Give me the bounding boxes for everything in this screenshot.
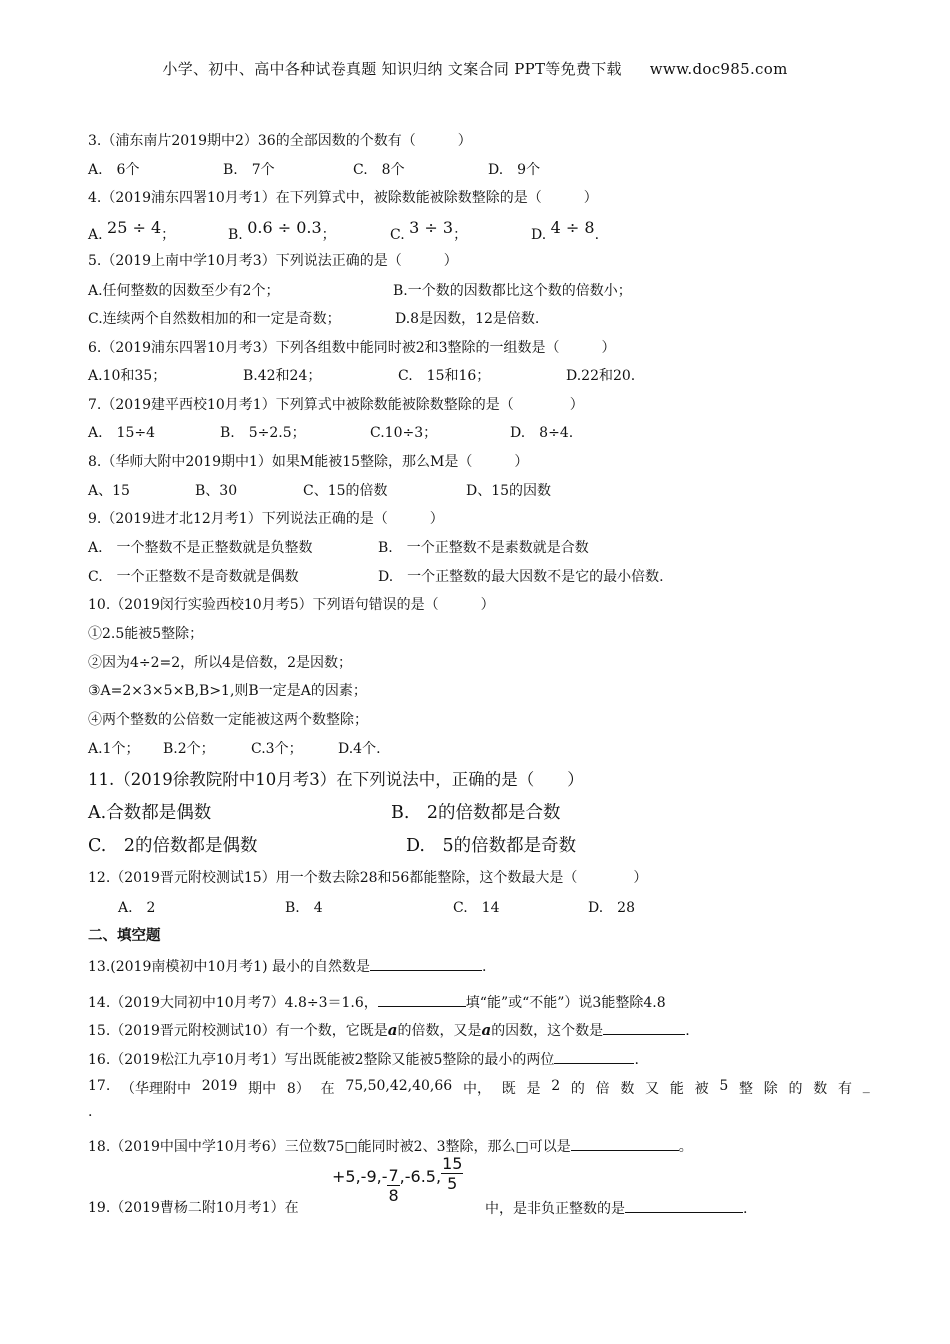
q12-option-d: D. 28 bbox=[588, 900, 635, 916]
q3-option-b: B. 7个 bbox=[223, 162, 275, 178]
q10-option-c: C.3个； bbox=[251, 741, 303, 757]
q5-option-b: B.一个数的因数都比这个数的倍数小； bbox=[393, 283, 632, 299]
q13: 13.(2019南模初中10月考1) 最小的自然数是 . bbox=[88, 956, 486, 977]
q9-option-c: C. 一个正整数不是奇数就是偶数 bbox=[88, 569, 299, 585]
q7-options bbox=[88, 423, 888, 443]
q5-options-row1 bbox=[88, 281, 888, 301]
q4-b-expression: 0.6 ÷ 0.3 bbox=[247, 218, 322, 237]
q17-line: 17. （华理附中 2019 期中 8） 在 75,50,42,40,66 中， 既 是 2 的 倍 数 又 能 被 5 整 除 的 数 有 _ bbox=[88, 1078, 870, 1097]
q3-option-a: A. 6个 bbox=[88, 162, 140, 178]
q4-options bbox=[88, 220, 888, 244]
page-header bbox=[0, 58, 950, 79]
q11-option-a: A.合数都是偶数 bbox=[88, 803, 212, 823]
q5-option-d: D.8是因数，12是倍数. bbox=[395, 311, 540, 327]
q8-stem: 8.（华师大附中2019期中1）如果M能被15整除，那么M是（ ） bbox=[88, 454, 529, 470]
q10-stem: 10.（2019闵行实验西校10月考5）下列语句错误的是（ ） bbox=[88, 597, 495, 613]
q19-number-list: +5,-9,- $\frac{7}{8}$ ,-6.5, $\frac{15}{5}$ bbox=[332, 1154, 463, 1205]
q4-option-d: D. 4 ÷ 8. bbox=[531, 218, 600, 243]
q6-options bbox=[88, 366, 888, 386]
q14-answer-blank[interactable] bbox=[378, 992, 466, 1007]
q9-options-row2 bbox=[88, 567, 888, 587]
q7-stem: 7.（2019建平西校10月考1）下列算式中被除数能被除数整除的是（ ） bbox=[88, 397, 584, 413]
q10-options bbox=[88, 739, 888, 759]
q4-d-expression: 4 ÷ 8 bbox=[550, 218, 595, 237]
q4-option-b: B. 0.6 ÷ 0.3； bbox=[228, 218, 336, 243]
q12-option-a: A. 2 bbox=[118, 900, 156, 916]
q19-fraction-15-5: $\frac{15}{5}$ bbox=[442, 1154, 463, 1193]
q10-statement-2: ②因为4÷2=2，所以4是倍数，2是因数； bbox=[88, 655, 352, 671]
q10-statement-4: ④两个整数的公倍数一定能被这两个数整除； bbox=[88, 712, 368, 728]
q5-option-a: A.任何整数的因数至少有2个； bbox=[88, 283, 280, 299]
q7-option-b: B. 5÷2.5； bbox=[220, 425, 306, 441]
q15: 15.（2019晋元附校测试10）有一个数，它既是a的倍数，又是a的因数，这个数是 . bbox=[88, 1021, 690, 1039]
q6-stem: 6.（2019浦东四署10月考3）下列各组数中能同时被2和3整除的一组数是（ ） bbox=[88, 340, 616, 356]
section-fill-in-title: 二、填空题 bbox=[88, 927, 161, 944]
q10-statement-1: ①2.5能被5整除； bbox=[88, 626, 204, 642]
q16: 16.（2019松江九亭10月考1）写出既能被2整除又能被5整除的最小的两位 . bbox=[88, 1049, 639, 1070]
q9-option-d: D. 一个正整数的最大因数不是它的最小倍数. bbox=[378, 569, 664, 585]
q12-option-c: C. 14 bbox=[453, 900, 500, 916]
q3-stem: 3.（浦东南片2019期中2）36的全部因数的个数有（ ） bbox=[88, 133, 472, 149]
q9-stem: 9.（2019进才北12月考1）下列说法正确的是（ ） bbox=[88, 511, 444, 527]
q7-option-a: A. 15÷4 bbox=[88, 425, 156, 441]
q12-option-b: B. 4 bbox=[285, 900, 323, 916]
q6-option-a: A.10和35； bbox=[88, 368, 167, 384]
q8-option-d: D、15的因数 bbox=[466, 483, 552, 499]
q19: 19.（2019曹杨二附10月考1）在 bbox=[88, 1200, 299, 1216]
q10-statement-3: ③A=2×3×5×B,B>1,则B一定是A的因素； bbox=[88, 683, 367, 699]
q4-stem: 4.（2019浦东四署10月考1）在下列算式中，被除数能被除数整除的是（ ） bbox=[88, 190, 598, 206]
q17-tail: . bbox=[88, 1104, 93, 1120]
q11-options-row2 bbox=[88, 834, 888, 858]
q6-option-d: D.22和20. bbox=[566, 368, 636, 384]
q5-stem: 5.（2019上南中学10月考3）下列说法正确的是（ ） bbox=[88, 253, 458, 269]
q15-variable-a: a bbox=[387, 1021, 398, 1039]
q8-options bbox=[88, 481, 888, 501]
q18: 18.（2019中国中学10月考6）三位数75□能同时被2、3整除，那么□可以是 。 bbox=[88, 1136, 693, 1157]
q3-option-c: C. 8个 bbox=[353, 162, 405, 178]
q11-options-row1 bbox=[88, 801, 888, 825]
q17-answer-blank[interactable]: _ bbox=[862, 1078, 870, 1094]
q14: 14.（2019大同初中10月考7）4.8÷3＝1.6， 填“能”或“不能”）说3能整除4.8 bbox=[88, 992, 666, 1013]
q9-options-row1 bbox=[88, 538, 888, 558]
q7-option-c: C.10÷3； bbox=[370, 425, 438, 441]
q9-option-a: A. 一个整数不是正整数就是负整数 bbox=[88, 540, 313, 556]
q4-option-c: C. 3 ÷ 3； bbox=[390, 218, 468, 243]
q5-options-row2 bbox=[88, 309, 888, 329]
q12-options bbox=[88, 898, 888, 918]
q4-option-a: A. 25 ÷ 4； bbox=[88, 218, 176, 243]
q5-option-c: C.连续两个自然数相加的和一定是奇数； bbox=[88, 311, 341, 327]
q10-option-d: D.4个. bbox=[338, 741, 381, 757]
q15-answer-blank[interactable] bbox=[603, 1020, 685, 1035]
q6-option-c: C. 15和16； bbox=[398, 368, 491, 384]
q18-answer-blank[interactable] bbox=[571, 1136, 679, 1151]
q9-option-b: B. 一个正整数不是素数就是合数 bbox=[378, 540, 589, 556]
q4-c-expression: 3 ÷ 3 bbox=[409, 218, 454, 237]
q4-a-expression: 25 ÷ 4 bbox=[107, 218, 162, 237]
q19-fraction-7-8: $\frac{7}{8}$ bbox=[388, 1166, 399, 1205]
q8-option-b: B、30 bbox=[195, 483, 238, 499]
q8-option-a: A、15 bbox=[88, 483, 130, 499]
q13-answer-blank[interactable] bbox=[370, 956, 482, 971]
q16-answer-blank[interactable] bbox=[554, 1049, 634, 1064]
header-url: www.doc985.com bbox=[649, 60, 788, 78]
q10-option-b: B.2个； bbox=[163, 741, 215, 757]
q3-option-d: D. 9个 bbox=[488, 162, 541, 178]
q19-answer-blank[interactable] bbox=[625, 1198, 743, 1213]
q19-tail: 中，是非负正整数的是 . bbox=[485, 1198, 747, 1219]
q3-options bbox=[88, 160, 888, 180]
q6-option-b: B.42和24； bbox=[243, 368, 322, 384]
q11-option-c: C. 2的倍数都是偶数 bbox=[88, 836, 258, 856]
q15-variable-a-2: a bbox=[481, 1021, 492, 1039]
header-left-text: 小学、初中、高中各种试卷真题 知识归纳 文案合同 PPT等免费下载 bbox=[162, 60, 622, 78]
q8-option-c: C、15的倍数 bbox=[303, 483, 388, 499]
q12-stem: 12.（2019晋元附校测试15）用一个数去除28和56都能整除，这个数最大是（ ） bbox=[88, 870, 648, 886]
q7-option-d: D. 8÷4. bbox=[510, 425, 574, 441]
q10-option-a: A.1个； bbox=[88, 741, 140, 757]
q11-option-b: B. 2的倍数都是合数 bbox=[391, 803, 561, 823]
q11-option-d: D. 5的倍数都是奇数 bbox=[406, 836, 577, 856]
q11-stem: 11.（2019徐教院附中10月考3）在下列说法中，正确的是（ ） bbox=[88, 770, 584, 789]
